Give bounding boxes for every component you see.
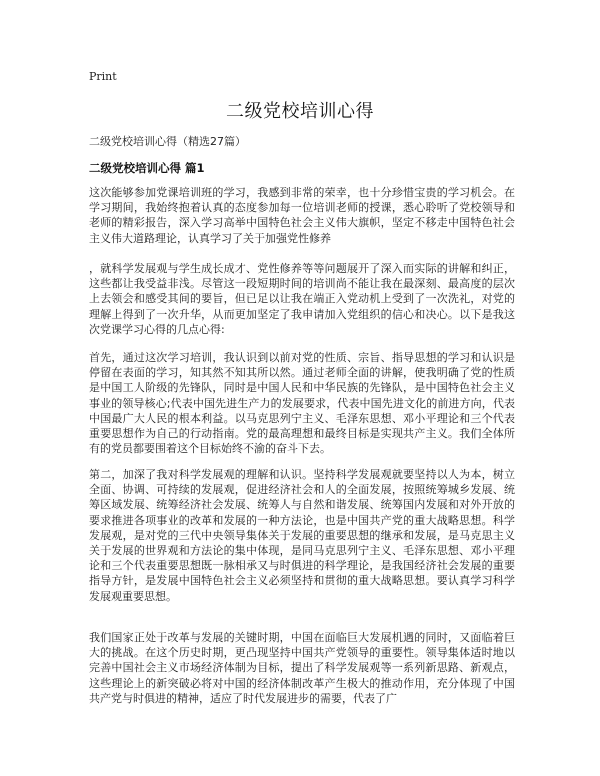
paragraph: 这次能够参加党课培训班的学习，我感到非常的荣幸，也十分珍惜宝贵的学习机会。在学习期间，我始终抱着认真的态度参加每一位培训老师的授课，悉心聆听了党校领导和老师的精彩报告，深入学习高举中国特色社会主义伟大旗帜，坚定不移走中国特色社会主义伟大道路理论，认真学习了关于加强党性修养	[89, 186, 515, 245]
print-link[interactable]: Print	[89, 70, 117, 83]
paragraph: ，就科学发展观与学生成长成才、党性修养等等问题展开了深入而实际的讲解和纠正，这些都让我受益非浅。尽管这一段短期时间的培训尚不能让我在最深刻、最高度的层次上去领会和感受其间的要旨，但已足以让我在端正入党动机上受到了一次洗礼，对党的理解上得到了一次升华，从而更加坚定了我申请加入党组织的信心和决心。以下是我这次党课学习心得的几点心得:	[89, 262, 515, 336]
paragraph: 我们国家正处于改革与发展的关键时期，中国在面临巨大发展机遇的同时，又面临着巨大的挑战。在这个历史时期，更凸现坚持中国共产党领导的重要性。领导集体适时地以完善中国社会主义市场经济体制为目标，提出了科学发展观等一系列新思路、新观点，这些理论上的新突破必将对中国的经济体制改革产生极大的推动作用，充分体现了中国共产党与时俱进的精神，适应了时代发展进步的需要，代表了广	[89, 631, 515, 705]
section-heading: 二级党校培训心得 篇1	[89, 161, 205, 175]
document-title: 二级党校培训心得	[226, 101, 374, 122]
paragraph: 第二，加深了我对科学发展观的理解和认识。坚持科学发展观就要坚持以人为本，树立全面、协调、可持续的发展观，促进经济社会和人的全面发展，按照统筹城乡发展、统筹区域发展、统筹经济社会发展、统筹人与自然和谐发展、统筹国内发展和对外开放的要求推进各项事业的改革和发展的一种方法论，也是中国共产党的重大战略思想。科学发展观，是对党的三代中央领导集体关于发展的重要思想的继承和发展，是马克思主义关于发展的世界观和方法论的集中体现，是同马克思列宁主义、毛泽东思想、邓小平理论和三个代表重要思想既一脉相承又与时俱进的科学理论，是我国经济社会发展的重要指导方针，是发展中国特色社会主义必须坚持和贯彻的重大战略思想。要认真学习科学发展观重要思想。	[89, 468, 515, 603]
paragraph: 首先，通过这次学习培训，我认识到以前对党的性质、宗旨、指导思想的学习和认识是停留在表面的学习，知其然不知其所以然。通过老师全面的讲解，使我明确了党的性质是中国工人阶级的先锋队，同时是中国人民和中华民族的先锋队，是中国特色社会主义事业的领导核心;代表中国先进生产力的发展要求，代表中国先进文化的前进方向，代表中国最广大人民的根本利益。以马克思列宁主义、毛泽东思想、邓小平理论和三个代表重要思想作为自己的行动指南。党的最高理想和最终目标是实现共产主义。我们全体所有的党员都要围着这个目标始终不渝的奋斗下去。	[89, 351, 516, 456]
document-subtitle: 二级党校培训心得（精选27篇）	[89, 135, 246, 148]
